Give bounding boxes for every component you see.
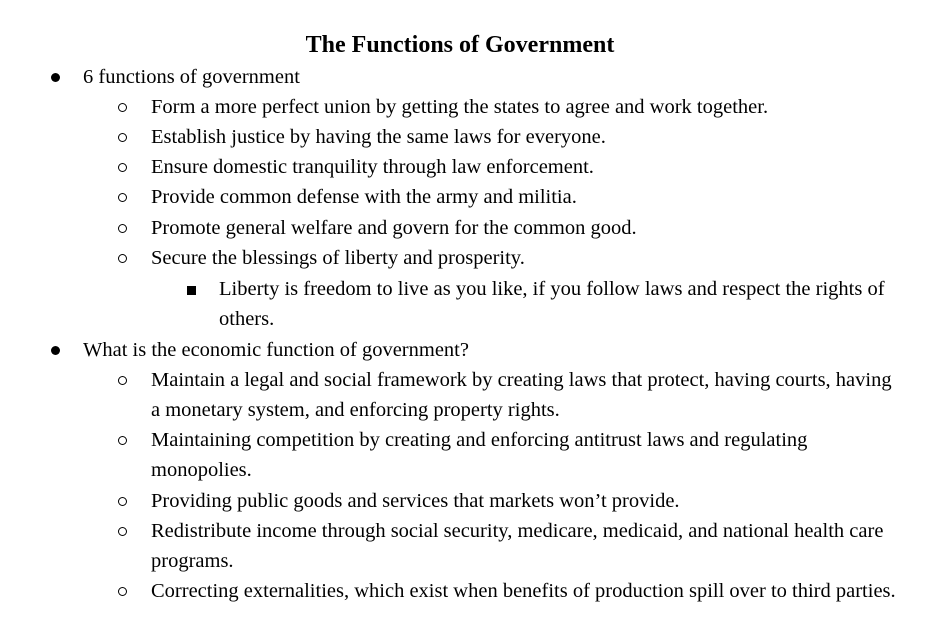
square-bullet-icon	[187, 286, 196, 295]
circle-bullet-icon	[118, 163, 127, 172]
list-item: Redistribute income through social security, medicare, medicaid, and national health care programs.	[151, 520, 884, 572]
circle-bullet-icon	[118, 527, 127, 536]
list-item: Establish justice by having the same laws for everyone.	[151, 126, 606, 148]
list-item: Ensure domestic tranquility through law enforcement.	[151, 156, 594, 178]
document-title: The Functions of Government	[305, 32, 615, 58]
circle-bullet-icon	[118, 193, 127, 202]
section-heading: What is the economic function of government?	[83, 339, 469, 361]
list-item: Maintaining competition by creating and enforcing antitrust laws and regulating monopolies.	[151, 429, 808, 481]
list-item: Form a more perfect union by getting the states to agree and work together.	[151, 96, 769, 118]
circle-bullet-icon	[118, 103, 127, 112]
disc-bullet-icon	[51, 73, 60, 82]
list-item: Providing public goods and services that markets won’t provide.	[151, 490, 680, 512]
circle-bullet-icon	[118, 587, 127, 596]
list-item: Promote general welfare and govern for the common good.	[151, 217, 637, 239]
list-subitem: Liberty is freedom to live as you like, if you follow laws and respect the rights of others.	[219, 278, 885, 330]
circle-bullet-icon	[118, 497, 127, 506]
circle-bullet-icon	[118, 133, 127, 142]
list-item: Secure the blessings of liberty and prosperity.	[151, 247, 525, 269]
section-heading: 6 functions of government	[83, 66, 300, 88]
circle-bullet-icon	[118, 254, 127, 263]
circle-bullet-icon	[118, 224, 127, 233]
disc-bullet-icon	[51, 346, 60, 355]
circle-bullet-icon	[118, 436, 127, 445]
list-item: Maintain a legal and social framework by creating laws that protect, having courts, having a monetary system, and enforcing property rights.	[151, 369, 892, 421]
circle-bullet-icon	[118, 376, 127, 385]
list-item: Provide common defense with the army and militia.	[151, 186, 577, 208]
list-item: Correcting externalities, which exist when benefits of production spill over to third parties.	[151, 580, 896, 602]
